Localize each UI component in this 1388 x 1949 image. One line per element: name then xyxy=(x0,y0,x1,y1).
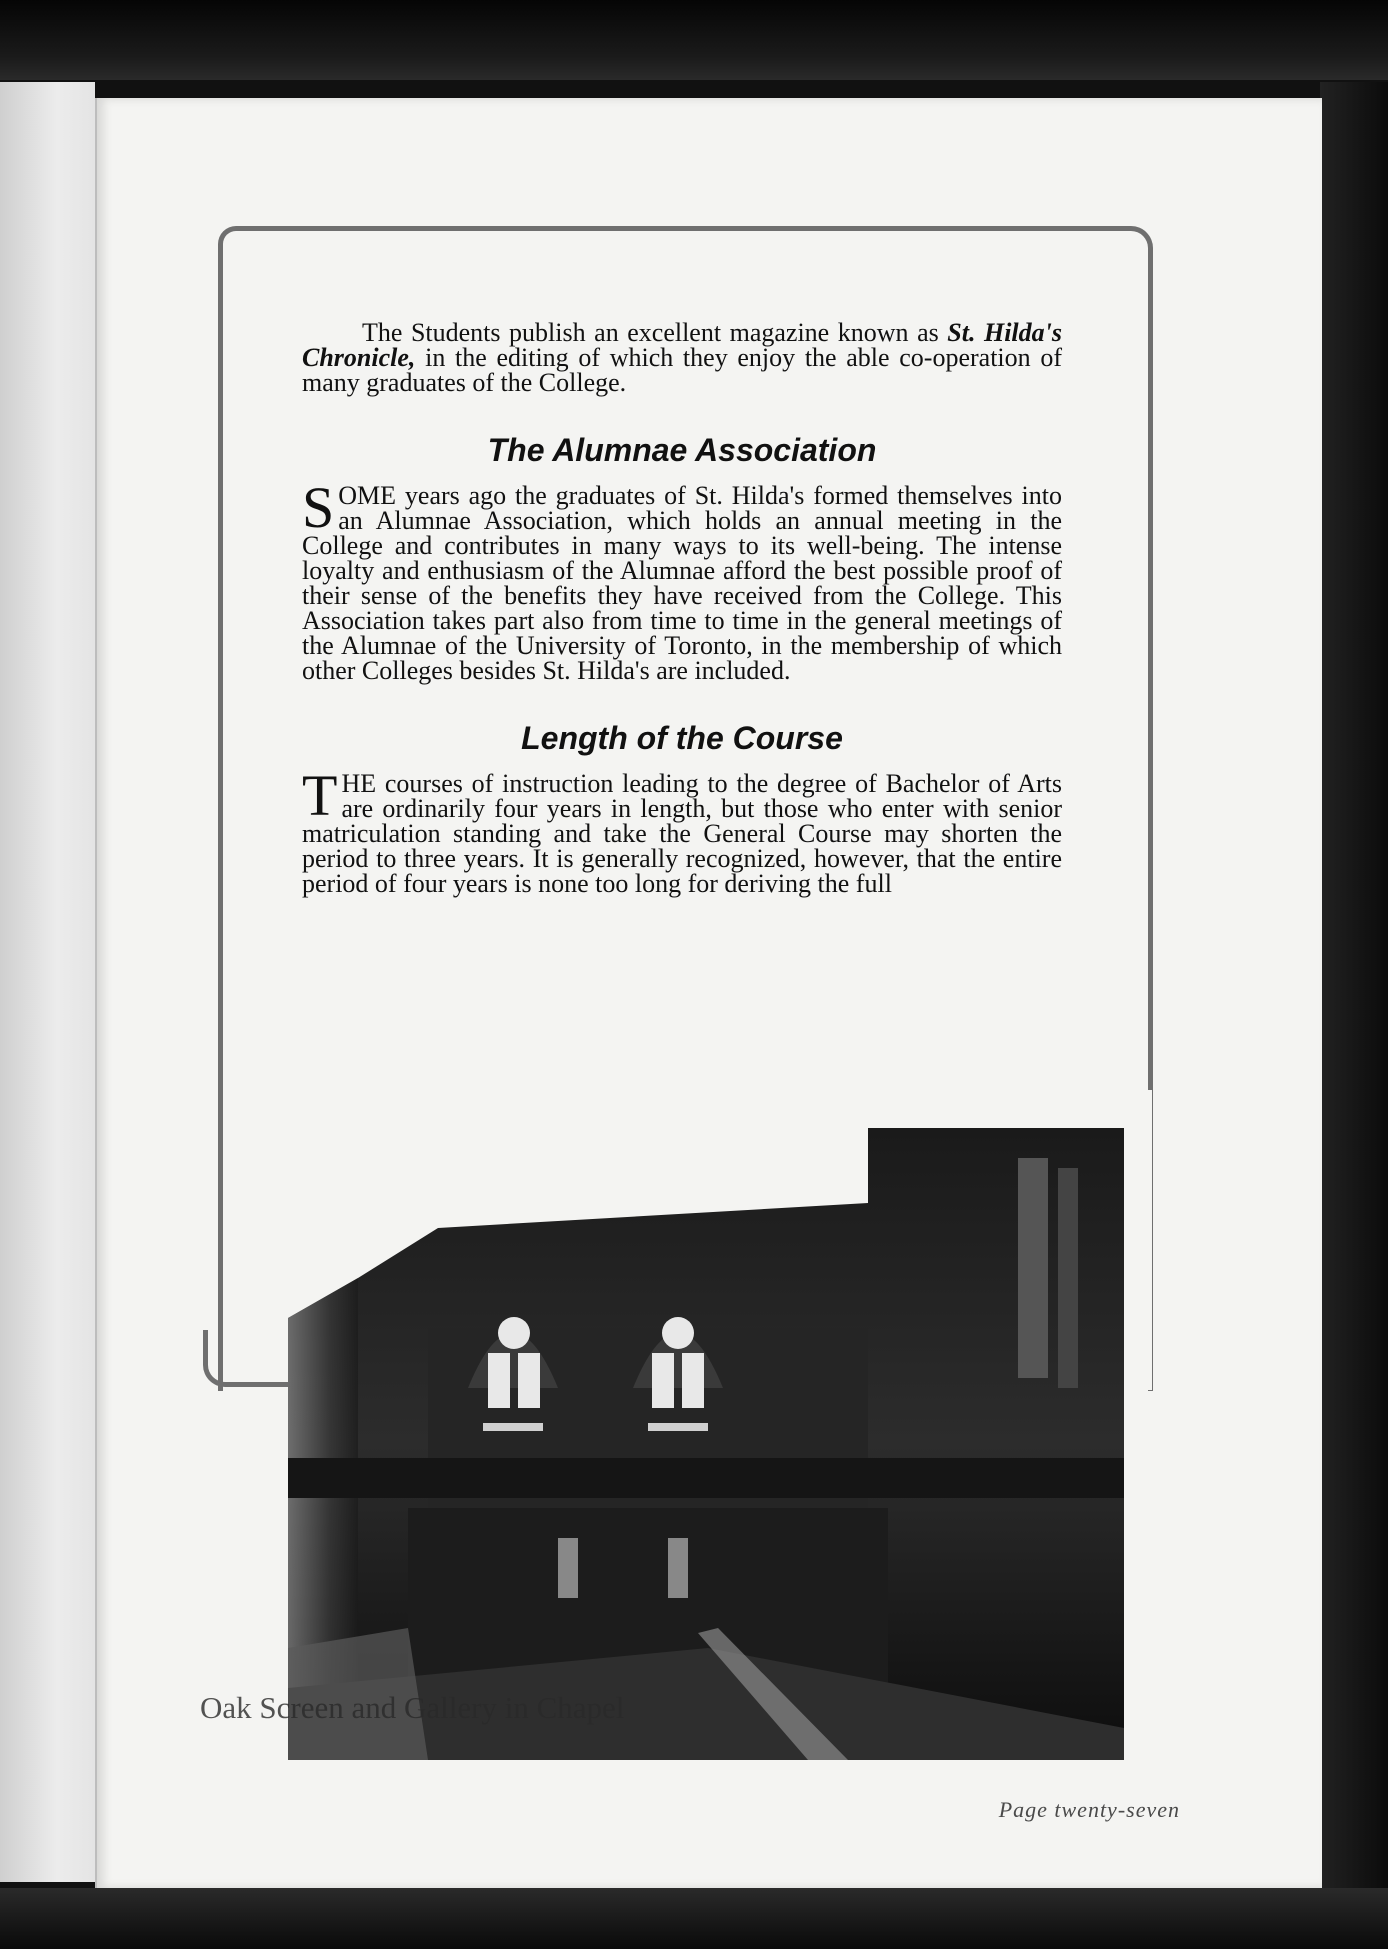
photo-caption: Oak Screen and Gallery in Chapel xyxy=(200,1690,625,1725)
alumnae-paragraph xyxy=(302,475,1062,685)
course-body: HE courses of instruction leading to the degree of Bachelor of Arts are ordinarily four years in length, but those who enter with senior matriculation standing and take the General Course may shorten the period to three years. It is generally recognized, however, that the entire period of four years is none too long for deriving the full xyxy=(302,769,1062,898)
alumnae-body: OME years ago the graduates of St. Hilda's formed themselves into an Alumnae Association, which holds an annual meeting in the College and contributes in many ways to its well-being. The intense loyalty and enthusiasm of the Alumnae afford the best possible proof of their sense of the benefits they have received from the College. This Association takes part also from time to time in the general meetings of the Alumnae of the University of Toronto, in the membership of which other Colleges besides St. Hilda's are included. xyxy=(302,481,1062,685)
chapel-photograph xyxy=(288,1128,1124,1760)
course-paragraph xyxy=(302,763,1062,898)
intro-text-start: The Students publish an excellent magazine known as xyxy=(362,318,948,347)
drop-cap: S xyxy=(302,475,335,540)
page-number: Page twenty-seven xyxy=(998,1797,1180,1822)
drop-cap: T xyxy=(302,763,338,828)
left-page-margin xyxy=(0,82,95,1882)
scan-bottom-edge xyxy=(0,1888,1388,1949)
scan-top-edge xyxy=(0,0,1388,80)
scan-right-edge xyxy=(1320,82,1388,1949)
section-heading-course: Length of the Course xyxy=(521,720,843,756)
intro-paragraph xyxy=(302,320,1062,395)
section-heading-alumnae: The Alumnae Association xyxy=(487,432,877,468)
text-block xyxy=(302,320,1062,896)
magazine-title: St. Hilda's Chronicle, xyxy=(302,318,1062,372)
intro-text-end: in the editing of which they enjoy the able co-operation of many graduates of the College. xyxy=(302,343,1062,397)
